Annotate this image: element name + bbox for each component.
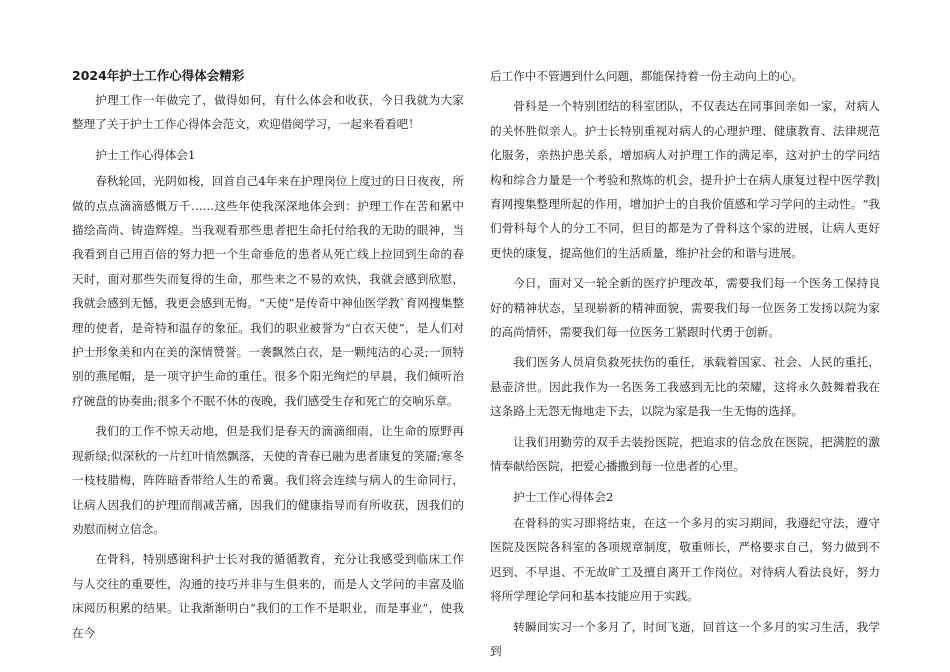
section-heading-2: 护士工作心得体会2 [513,489,614,504]
paragraph: 转瞬间实习一个多月了，时间飞逝，回首这一个多月的实习生活，我学到 [490,619,880,658]
paragraph: 骨科是一个特别团结的科室团队，不仅表达在同事间亲如一家，对病人的关怀胜似亲人。护士长特别重视对病人的心理护理、健康教育、法律规范化服务，亲热护患关系，增加病人对护理工作的满足率，这对护士的学问结构和综合力量是一个考验和熬炼的机会，提升护士在病人康复过程中医学教|育网搜集整理所起的作用，增加护士的自我价值感和学习学问的主动性。“我们骨科每个人的分工不同，但目的都是为了骨科这个家的进展，让病人更好更快的康复，提高他们的生活质量，维护社会的和谐与进展。 [490,99,880,260]
paragraph: 在骨科的实习即将结束，在这一个多月的实习期间，我遵纪守法，遵守医院及医院各科室的各项规章制度，敬重师长，严格要求自己，努力做到不迟到、不早退、不无故旷工及擅自离开工作岗位。对待病人看法良好，努力将所学理论学问和基本技能应用于实践。 [490,515,880,604]
paragraph: 在骨科，特别感谢科护士长对我的循循教育，充分让我感受到临床工作与人交往的重要性，沟通的技巧并非与生俱来的，而是人文学问的丰富及临床阅历积累的结果。让我渐渐明白“我们的工作不是职业，而是事业”，使我在今 [72,552,464,640]
paragraph: 今日，面对又一轮全新的医疗护理改革，需要我们每一个医务工保持良好的精神状态，呈现崭新的精神面貌，需要我们每一位医务工发扬以院为家的高尚情怀，需要我们每一位医务工紧跟时代勇于创新。 [490,276,880,340]
paragraph: 我们医务人员肩负救死扶伤的重任，承载着国家、社会、人民的重托，悬壶济世。因此我作为一名医务工我感到无比的荣耀，这将永久鼓舞着我在这条路上无怨无悔地走下去，以院为家是我一生无悔的选择。 [490,355,880,419]
continued-paragraph: 后工作中不管遇到什么问题，都能保持着一份主动向上的心。 [490,69,804,83]
left-column [72,64,464,651]
right-column [490,64,880,669]
paragraph: 春秋轮回，光阴如梭，回首自己4年来在护理岗位上度过的日日夜夜，所做的点点滴滴感慨万千……这些年使我深深地体会到：护理工作在苦和累中描绘高尚、铸造辉煌。当我观看那些患者把生命托付给我的无助的眼神，当我看到自己用百倍的努力把一个生命垂危的患者从死亡线上拉回到生命的春天时，面对那些失而复得的生命，那些来之不易的欢快，我就会感到欣慰，我就会感到无憾，我更会感到无悔。“天使”是传奇中神仙医学教`育网搜集整理的使者，是奇特和温存的象征。我们的职业被誉为“白衣天使”，是人们对护士形象美和内在美的深情赞誉。一袭飘然白衣，是一颗纯洁的心灵;一顶特别的燕尾帽，是一项守护生命的重任。很多个阳光绚烂的早晨，我们倾听治疗碗盘的协奏曲;很多个不眠不休的夜晚，我们感受生存和死亡的交响乐章。 [72,174,464,408]
intro-paragraph: 护理工作一年做完了，做得如何，有什么体会和收获，今日我就为大家整理了关于护士工作心得体会范文，欢迎借阅学习，一起来看看吧！ [72,93,464,132]
section-heading-1: 护士工作心得体会1 [95,147,196,162]
paragraph: 我们的工作不惊天动地，但是我们是春天的滴滴细雨，让生命的原野再现新绿;似深秋的一片红叶悄然飘落，天使的青春已融为患者康复的笑靥;寒冬一枝枝腊梅，阵阵暗香带给人生的希冀。我们将会连续与病人的生命同行，让病人因我们的护理而削减苦痛，因我们的健康指导而有所收获，因我们的劝慰而树立信念。 [72,424,464,536]
paragraph: 让我们用勤劳的双手去装扮医院，把追求的信念放在医院，把满腔的激情奉献给医院，把爱心播撒到每一位患者的心里。 [490,434,880,474]
document-title: 2024年护士工作心得体会精彩 [72,68,245,83]
